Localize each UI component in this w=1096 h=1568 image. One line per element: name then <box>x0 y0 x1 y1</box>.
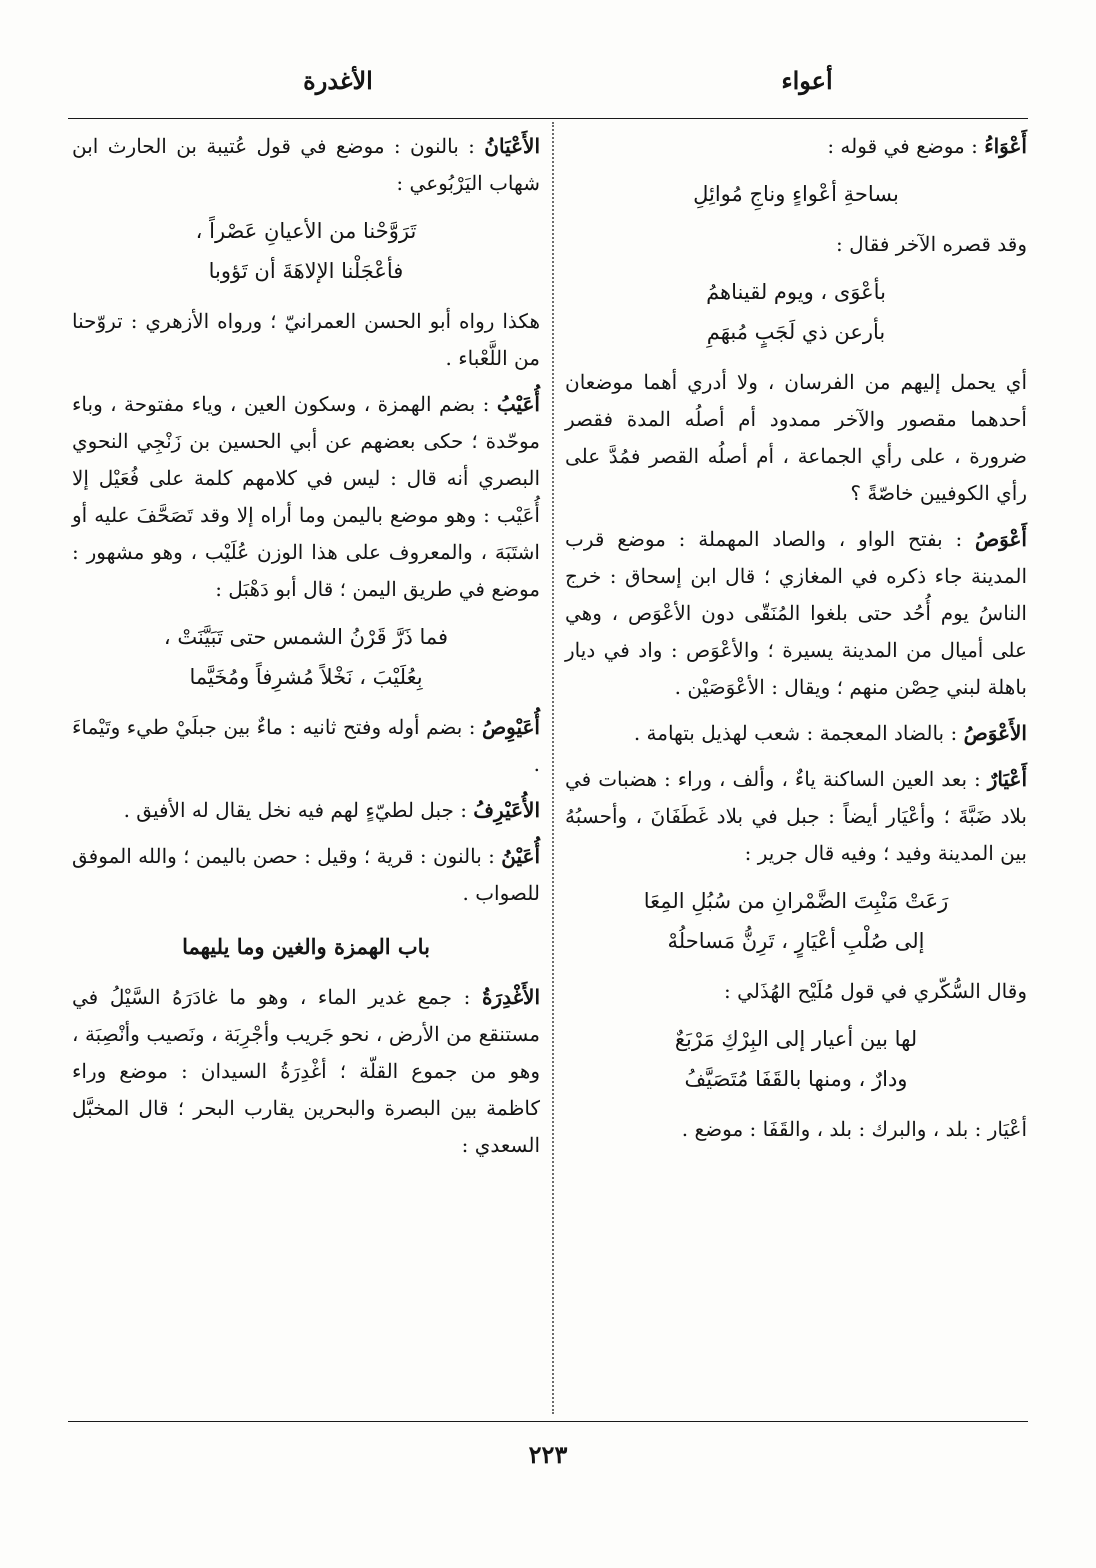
verse-line: لها بين أعيار إلى البِرْكِ مَرْبَعٌ <box>674 1027 918 1051</box>
column-divider <box>552 122 554 1414</box>
right-column <box>565 128 1027 1157</box>
verse <box>565 881 1027 961</box>
page-number: ٢٢٣ <box>528 1440 568 1469</box>
verse-line: رَعَتْ مَنْبِتَ الضَّمْرانِ من سُبُلِ المِعَا <box>643 889 949 913</box>
entry-headword: الأَعْيَانُ <box>484 134 540 158</box>
entry-headword: أُعَيْبُ <box>496 392 540 416</box>
entry-aawaa <box>565 128 1027 165</box>
verse <box>565 272 1027 352</box>
entry-text: : بالنون : موضع في قول عُتيبة بن الحارث ابن شهاب اليَرْبُوعي : <box>72 134 540 195</box>
verse-line: تَرَوَّحْنا من الأعيانِ عَصْراً ، <box>195 219 417 243</box>
verse <box>72 211 540 291</box>
verse-line: بساحةِ أعْواءٍ وناجِ مُوائِلِ <box>693 182 899 206</box>
entry-headword: الأُعَيْرِفُ <box>473 798 540 822</box>
verse-line: فأعْجَلْنا الإلاهَةَ أن تَؤوبا <box>208 259 404 283</box>
verse <box>72 617 540 697</box>
verse-line: بِعُلَيْبَ ، نَخْلاً مُشرِفاً ومُخَيَّما <box>189 665 423 689</box>
entry-headword: أَعْوَاءُ <box>984 134 1027 158</box>
entry-headword: أَعْوَصُ <box>974 527 1027 551</box>
entry-uayn <box>72 838 540 912</box>
verse-line: فما ذَرَّ قَرْنُ الشمس حتى تَبَيَّنَتْ ، <box>163 625 449 649</box>
entry-headword: الأَغْدِرَةُ <box>481 985 540 1009</box>
entry-text: وقد قصره الآخر فقال : <box>836 232 1027 256</box>
entry-text: : بالضاد المعجمة : شعب لهذيل بتهامة . <box>633 721 964 745</box>
entry-headword: الأَعْوَصُ <box>963 721 1027 745</box>
entry-text: أعْيَار : بلد ، والبرك : بلد ، والقَفَا : موضع . <box>681 1117 1027 1141</box>
entry-uayb <box>72 386 540 608</box>
running-header-right: أعواء <box>781 66 833 95</box>
verse-line: بأعْوَى ، ويوم لقيناهمُ <box>706 280 886 304</box>
header-rule <box>68 118 1028 119</box>
entry-alaghdira <box>72 979 540 1164</box>
entry-text: : جبل لطيّءٍ لهم فيه نخل يقال له الأفيق . <box>123 798 474 822</box>
entry-text: : موضع في قوله : <box>827 134 985 158</box>
entry-aluayrif <box>72 792 540 829</box>
verse-line: بأرعن ذي لَجَبٍ مُبهَمِ <box>706 320 886 344</box>
section-title: باب الهمزة والغين وما يليهما <box>182 934 430 959</box>
entry-text: : جمع غدير الماء ، وهو ما غادَرَهُ السَّيْلُ في مستنقع من الأرض ، نحو جَريب وأجْرِبَة ، ونَصيب وأنْصِبَة ، وهو من جموع القلّة ؛ أغْدِرَةُ السيدان : موضع وراء كاظمة بين البصرة والبحرين يقارب البحر ؛ قال المخبَّل السعدي : <box>72 985 540 1157</box>
entry-text: : بضم أوله وفتح ثانيه : ماءٌ بين جبلَيْ طيء وتَيْماءَ . <box>72 715 540 776</box>
entry-text: : بفتح الواو ، والصاد المهملة : موضع قرب المدينة جاء ذكره في المغازي ؛ قال ابن إسحاق : خرج الناسُ يوم أُحُد حتى بلغوا المُنَقّى دون الأعْوَص ، وهي على أميال من المدينة يسيرة ؛ والأعْوَص : واد في ديار باهلة لبني حِصْن منهم ؛ ويقال : الأعْوَصَيْن . <box>565 527 1027 699</box>
entry-text: : بالنون : قرية ؛ وقيل : حصن باليمن ؛ والله الموفق للصواب . <box>71 844 540 905</box>
running-header-left: الأغدرة <box>303 66 373 95</box>
left-column <box>72 128 540 1173</box>
entry-text: وقال السُّكّري في قول مُلَيْح الهُذَلي : <box>723 979 1027 1003</box>
entry-text: : بعد العين الساكنة ياءٌ ، وألف ، وراء : هضبات في بلاد ضَبَّةَ ؛ وأعْيَار أيضاً : جبل في بلاد غَطَفَانَ ، وأحسبُهُ بين المدينة وفيد ؛ وفيه قال جرير : <box>565 767 1027 865</box>
entry-headword: أُعَيْوِصُ <box>481 715 540 739</box>
verse-line: إلى صُلْبِ أعْيَارٍ ، تَرِنُّ مَساحلُهْ <box>667 929 925 953</box>
entry-uaywis <box>72 709 540 783</box>
footer-rule <box>68 1421 1028 1422</box>
entry-alayan <box>72 128 540 202</box>
entry-text: هكذا رواه أبو الحسن العمرانيّ ؛ ورواه الأزهري : تروّحنا من اللَّعْباء . <box>72 309 540 370</box>
verse <box>565 174 1027 214</box>
entry-aawas <box>565 521 1027 706</box>
entry-text: أي يحمل إليهم من الفرسان ، ولا أدري أهما موضعان أحدهما مقصور والآخر ممدود أم أصلُه المدة فقصر ضرورة ، على رأي الجماعة ، أم أصلُه القصر فمُدَّ على رأي الكوفيين خاصّةً ؟ <box>565 370 1027 505</box>
entry-headword: أُعَيْنُ <box>501 844 540 868</box>
entry-text: : بضم الهمزة ، وسكون العين ، وياء مفتوحة ، وباء موحّدة ؛ حكى بعضهم عن أبي الحسين بن زَنْجِي النحوي البصري أنه قال : ليس في كلامهم كلمة على فُعَيْل إلا أُعَيْب : وهو موضع باليمن وما أراه إلا وقد تَصَحَّفَ عليه أو اشتَبَهَ ، والمعروف على هذا الوزن عُلَيْب ، وهو مشهور : موضع في طريق اليمن ؛ قال أبو دَهْبَل : <box>72 392 540 601</box>
entry-ayar <box>565 761 1027 872</box>
verse-line: ودارٌ ، ومنها بالقَفَا مُتَصَيَّفُ <box>684 1067 908 1091</box>
verse <box>565 1019 1027 1099</box>
entry-alaawad <box>565 715 1027 752</box>
entry-headword: أَعْيَارٌ <box>987 767 1027 791</box>
